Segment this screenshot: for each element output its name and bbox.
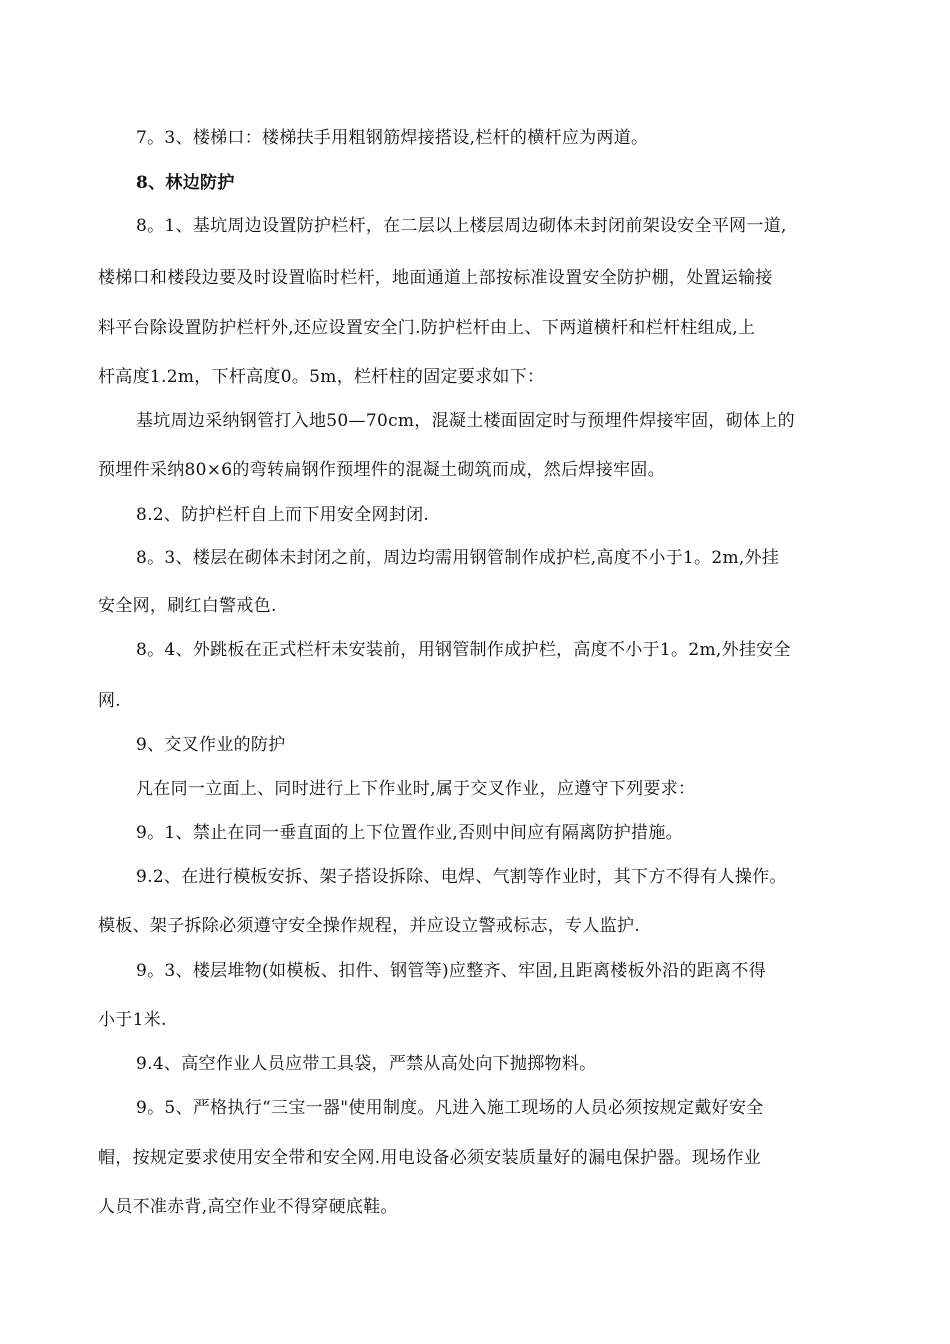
text-line: 基坑周边采纳钢管打入地50—70cm，混凝土楼面固定时与预埋件焊接牢固，砌体上的 — [136, 411, 795, 431]
text-line: 凡在同一立面上、同时进行上下作业时,属于交叉作业，应遵守下列要求： — [136, 779, 696, 799]
text-line: 8。4、外跳板在正式栏杆未安装前，用钢管制作成护栏，高度不小于1。2m,外挂安全 — [136, 640, 791, 660]
section-heading: 8、林边防护 — [136, 173, 235, 193]
section-heading: 9、交叉作业的防护 — [136, 735, 286, 755]
text-line: 9.4、高空作业人员应带工具袋，严禁从高处向下抛掷物料。 — [136, 1054, 597, 1074]
text-line: 7。3、楼梯口：楼梯扶手用粗钢筋焊接搭设,栏杆的横杆应为两道。 — [136, 128, 649, 148]
text-line: 9.2、在进行模板安拆、架子搭设拆除、电焊、气割等作业时，其下方不得有人操作。 — [136, 867, 787, 887]
text-line: 小于1米. — [98, 1010, 167, 1030]
text-line: 8。1、基坑周边设置防护栏杆，在二层以上楼层周边砌体未封闭前架设安全平网一道, — [136, 216, 787, 236]
text-line: 人员不准赤背,高空作业不得穿硬底鞋。 — [98, 1197, 398, 1217]
text-line: 楼梯口和楼段边要及时设置临时栏杆，地面通道上部按标准设置安全防护棚，处置运输接 — [98, 268, 773, 288]
text-line: 9。3、楼层堆物(如模板、扣件、钢管等)应整齐、牢固,且距离楼板外沿的距离不得 — [136, 961, 766, 981]
text-line: 9。5、严格执行“三宝一器"使用制度。凡进入施工现场的人员必须按规定戴好安全 — [136, 1098, 764, 1118]
text-line: 8.2、防护栏杆自上而下用安全网封闭. — [136, 505, 430, 525]
text-line: 预埋件采纳80×6的弯转扁钢作预埋件的混凝土砌筑而成，然后焊接牢固。 — [98, 460, 665, 480]
text-line: 网. — [98, 691, 122, 711]
text-line: 帽，按规定要求使用安全带和安全网.用电设备必须安装质量好的漏电保护器。现场作业 — [98, 1148, 762, 1168]
text-line: 料平台除设置防护栏杆外,还应设置安全门.防护栏杆由上、下两道横杆和栏杆柱组成,上 — [98, 318, 756, 338]
text-line: 安全网，刷红白警戒色. — [98, 596, 277, 616]
text-line: 9。1、禁止在同一垂直面的上下位置作业,否则中间应有隔离防护措施。 — [136, 823, 683, 843]
text-line: 模板、架子拆除必须遵守安全操作规程，并应设立警戒标志，专人监护. — [98, 916, 641, 936]
text-line: 杆高度1.2m，下杆高度0。5m，栏杆柱的固定要求如下： — [98, 367, 545, 387]
text-line: 8。3、楼层在砌体未封闭之前，周边均需用钢管制作成护栏,高度不小于1。2m,外挂 — [136, 548, 780, 568]
